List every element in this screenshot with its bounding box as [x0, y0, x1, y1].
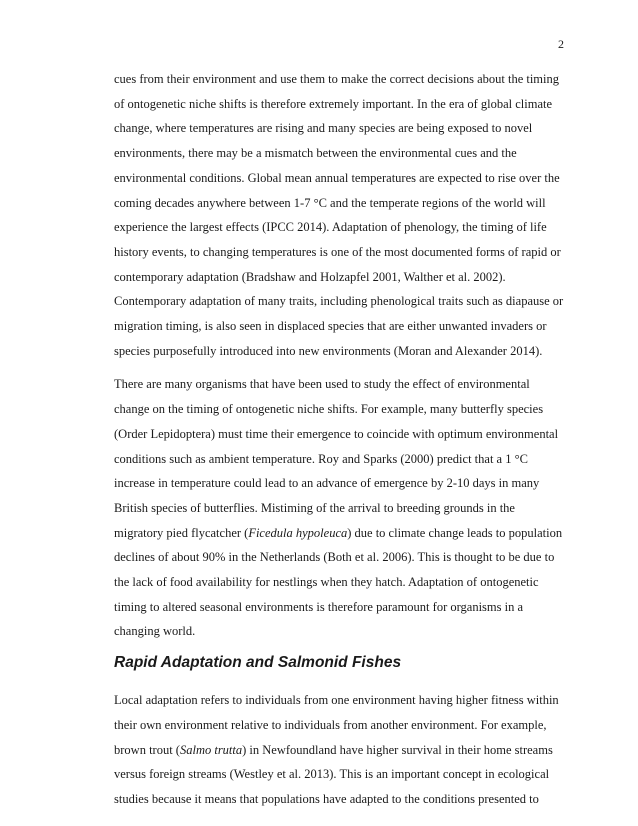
text-line: environmental conditions. Global mean annual temperatures are expected to rise over the [114, 170, 560, 185]
text-line: British species of butterflies. Mistiming of the arrival to breeding grounds in the [114, 500, 515, 515]
text-line: studies because it means that populations have adapted to the conditions presented to [114, 791, 539, 806]
paragraph-1 [114, 67, 568, 363]
text-line: their own environment relative to individuals from another environment. For example, [114, 717, 547, 732]
species-name: Salmo trutta [179, 742, 243, 757]
text-line: There are many organisms that have been used to study the effect of environmental [114, 377, 530, 392]
text-line: migration timing, is also seen in displaced species that are either unwanted invaders or [114, 319, 547, 334]
section-heading: Rapid Adaptation and Salmonid Fishes [114, 654, 402, 672]
text-line: timing to altered seasonal environments is therefore paramount for organisms in a [114, 599, 524, 614]
text-line: versus foreign streams (Westley et al. 2013). This is an important concept in ecological [114, 767, 550, 782]
text-line: change, where temperatures are rising and many species are being exposed to novel [114, 121, 533, 136]
text-line: species purposefully introduced into new environments (Moran and Alexander 2014). [114, 343, 543, 358]
text-line [114, 521, 568, 546]
text-line: change on the timing of ontogenetic niche shifts. For example, many butterfly species [114, 402, 544, 417]
paragraph-2 [114, 372, 568, 644]
text-line: Local adaptation refers to individuals from one environment having higher fitness within [114, 693, 559, 708]
text-line [114, 738, 568, 763]
text-line: the lack of food availability for nestlings when they hatch. Adaptation of ontogenetic [114, 575, 539, 590]
text-line: contemporary adaptation (Bradshaw and Holzapfel 2001, Walther et al. 2002). [114, 269, 506, 284]
page-number: 2 [558, 37, 564, 51]
text-run: ) in Newfoundland have higher survival in their home streams [242, 742, 553, 757]
text-line: (Order Lepidoptera) must time their emergence to coincide with optimum environmental [114, 426, 559, 441]
species-name: Ficedula hypoleuca [248, 525, 348, 540]
text-line: conditions such as ambient temperature. Roy and Sparks (2000) predict that a 1 °C [114, 451, 528, 466]
text-line: history events, to changing temperatures is one of the most documented forms of rapid or [114, 244, 561, 259]
body-text [114, 67, 568, 821]
text-run: migratory pied flycatcher ( [114, 525, 249, 540]
text-line: increase in temperature could lead to an advance of emergence by 2-10 days in many [114, 476, 540, 491]
text-line: declines of about 90% in the Netherlands (Both et al. 2006). This is thought to be due to [114, 550, 555, 565]
text-line: coming decades anywhere between 1-7 °C and the temperate regions of the world will [114, 195, 546, 210]
text-line: of ontogenetic niche shifts is therefore extremely important. In the era of global climate [114, 96, 553, 111]
text-run: ) due to climate change leads to population [347, 525, 563, 540]
text-line: experience the largest effects (IPCC 2014). Adaptation of phenology, the timing of life [114, 220, 547, 235]
text-run: brown trout ( [114, 742, 180, 757]
text-line: changing world. [114, 624, 196, 639]
text-line: cues from their environment and use them to make the correct decisions about the timing [114, 72, 560, 86]
text-line: Contemporary adaptation of many traits, including phenological traits such as diapause or [114, 294, 564, 309]
text-line: environments, there may be a mismatch between the environmental cues and the [114, 146, 517, 161]
paragraph-3 [114, 688, 568, 812]
